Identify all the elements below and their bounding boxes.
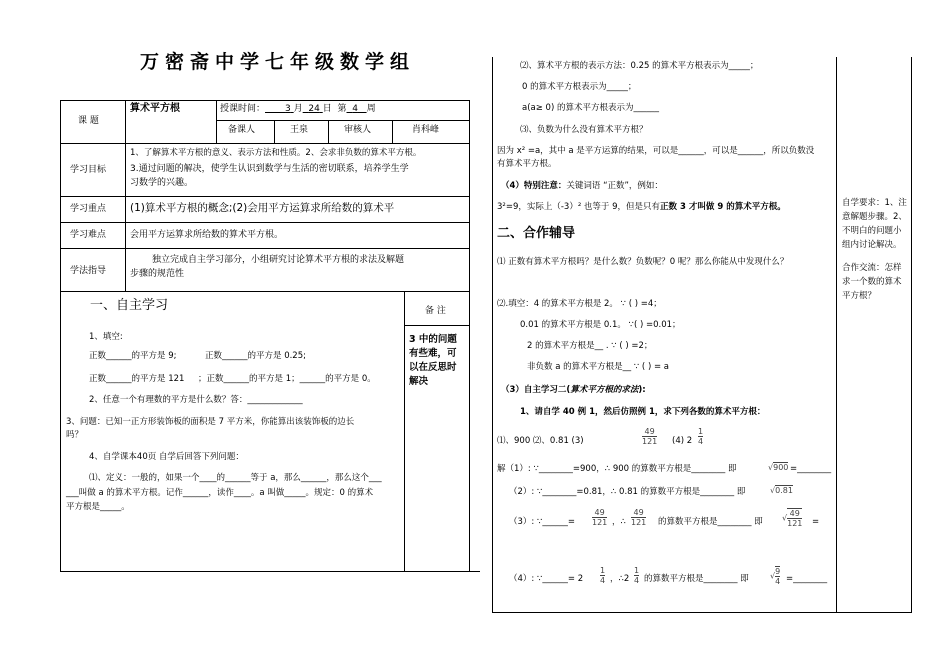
def-line2: ___叫做 a 的算术平方根。记作______，读作____。a 叫做_____。规定：0 的算术	[66, 488, 374, 498]
c8a: ⑴、900 ⑵、0.81 (3)	[497, 436, 584, 446]
def-line1: ⑴、定义：一般的，如果一个____的______等于 a，那么______，那么这个___	[89, 473, 382, 483]
q2: 2、任意一个有理数的平方是什么数？答：_____________	[89, 395, 303, 405]
side-line-7: 平方根？	[842, 291, 877, 301]
s2a: （2）: ∵________=0.81，∴ 0.81 的算数平方根是________ 即	[509, 487, 746, 497]
s3d: =	[812, 517, 820, 527]
sqrt-49-121: √ $\frac{49}{121}$	[782, 509, 803, 528]
s4b: ，∴2	[610, 574, 630, 584]
r5b: 有算术平方根。	[497, 159, 557, 169]
s4d: =________	[786, 574, 828, 584]
c5: 非负数 a 的算术平方根是__ ∵ ( ) = a	[527, 362, 669, 372]
c8b: (4) 2	[672, 436, 693, 446]
sqrt-081: √0.81	[770, 486, 793, 495]
difficulty-value: 会用平方运算求所给数的算术平方根。	[130, 230, 284, 240]
prep-label: 备课人	[228, 125, 256, 135]
notes-line-4: 解决	[409, 376, 429, 387]
q1: 1、填空:	[89, 332, 123, 342]
q1-line2b: ；正数______的平方是 1；______的平方是 0。	[198, 374, 376, 384]
sqrt-900: √900	[768, 463, 789, 472]
c4: 2 的算术平方根是__ . ∵ ( ) =2；	[527, 341, 653, 351]
r1: ⑵、算术平方根的表示方法：0.25 的算术平方根表示为_____；	[520, 61, 759, 71]
fraction-1-4: $\frac{1}{4}$	[634, 566, 640, 585]
side-line-3: 不明白的问题小	[842, 226, 902, 236]
topic-value: 算术平方根	[130, 103, 180, 114]
c2: ⑵.填空：4 的算术平方根是 2。 ∵ ( ) =4；	[497, 299, 662, 309]
s1b: =________	[790, 464, 832, 474]
side-line-2: 意解题步骤。2、	[842, 212, 907, 222]
fraction-49-121: $\frac{49}{121}$	[592, 508, 608, 527]
q1-line1b: 正数______的平方是 0.25;	[205, 351, 306, 361]
side-line-4: 组内讨论解决。	[842, 240, 902, 250]
difficulty-label: 学习难点	[70, 230, 107, 240]
r7: 3²=9，实际上（-3）² 也等于 9，但是只有正数 3 才叫做 9 的算术平方根。	[497, 202, 786, 212]
time-day: 24	[308, 104, 320, 114]
c3: 0.01 的算术平方根是 0.1。 ∵( ) =0.01；	[520, 320, 681, 330]
q3-line2: 吗？	[66, 430, 84, 440]
goal-line-2a: 3.通过问题的解决，使学生认识到数学与生活的密切联系，培养学生学	[130, 164, 409, 174]
page-title: 万密斋中学七年级数学组	[140, 51, 416, 73]
review-value: 肖科峰	[412, 125, 440, 135]
s3c: 的算数平方根是________ 即	[658, 517, 763, 527]
r5a: 因为 x² =a，其中 a 是平方运算的结果，可以是______，可以是______，所以负数没	[497, 146, 815, 156]
time-month: 3	[285, 104, 291, 114]
c7: 1、请自学 40 例 1，然后仿照例 1，求下列各数的算术平方根：	[520, 407, 766, 417]
lesson-time: 授课时间： 3 月 24 日 第 4 周	[220, 104, 376, 114]
s4c: 的算数平方根是________ 即	[644, 574, 749, 584]
r2: 0 的算术平方根表示为_____；	[522, 82, 637, 92]
side-line-6: 求一个数的算术	[842, 277, 902, 287]
fraction-49-121: $\frac{49}{121}$	[631, 508, 647, 527]
notes-label: 备 注	[425, 306, 446, 316]
method-label: 学法指导	[70, 266, 107, 276]
notes-line-2: 有些难，可	[409, 348, 457, 359]
s3b: ，∴	[612, 517, 626, 527]
prep-value: 王泉	[290, 125, 309, 135]
fraction-1-4: $\frac{1}{4}$	[600, 566, 606, 585]
s3a: （3）: ∵______=	[509, 517, 576, 527]
sqrt-9-4: √ $\frac{9}{4}$	[770, 567, 781, 586]
fraction-49-121: $\frac{49}{121}$	[642, 427, 658, 446]
topic-label: 课 题	[78, 116, 99, 126]
side-line-1: 自学要求：1、注	[842, 198, 907, 208]
focus-value: (1)算术平方根的概念;(2)会用平方运算求所给数的算术平	[130, 202, 395, 214]
q4: 4、自学课本40页 自学后回答下列问题：	[89, 452, 244, 462]
r4: ⑶、负数为什么没有算术平方根？	[520, 125, 648, 135]
review-label: 审核人	[344, 125, 372, 135]
section-1-title: 一、自主学习	[90, 298, 169, 313]
q1-line2a: 正数______的平方是 121	[89, 374, 185, 384]
notes-line-1: 3 中的问题	[409, 334, 457, 345]
goal-label: 学习目标	[70, 165, 107, 175]
def-line3: 平方根是_____。	[66, 502, 130, 512]
fraction-1-4: $\frac{1}{4}$	[698, 427, 704, 446]
r3: a(a≥ 0) 的算术平方根表示为______	[522, 103, 659, 113]
goal-line-2b: 习数学的兴趣。	[130, 178, 194, 188]
q1-line1a: 正数______的平方是 9;	[89, 351, 177, 361]
method-line-1: 独立完成自主学习部分，小组研究讨论算术平方根的求法及解题	[152, 255, 405, 265]
r6: （4）特别注意：关键词语 “正数”，例如：	[501, 181, 663, 191]
c6: （3）自主学习二(算术平方根的求法):	[501, 385, 646, 395]
s4a: （4）: ∵______= 2	[509, 574, 584, 584]
method-line-2: 步骤的规范性	[130, 269, 185, 279]
section-2-title: 二、合作辅导	[497, 226, 576, 241]
q3-line1: 3、问题：已知一正方形装饰板的面积是 7 平方米，你能算出该装饰板的边长	[66, 417, 355, 427]
goal-line-1: 1、了解算术平方根的意义、表示方法和性质。2、会求非负数的算术平方根。	[130, 148, 422, 158]
time-week: 4	[352, 104, 358, 114]
time-label: 授课时间：	[220, 104, 266, 114]
s1a: 解（1）: ∵________=900，∴ 900 的算数平方根是________ 即	[497, 464, 737, 474]
c1: ⑴ 正数有算术平方根吗？是什么数？负数呢？0 呢？那么你能从中发现什么？	[497, 257, 789, 267]
focus-label: 学习重点	[70, 204, 107, 214]
notes-line-3: 以在反思时	[409, 362, 457, 373]
side-line-5: 合作交流：怎样	[842, 263, 902, 273]
